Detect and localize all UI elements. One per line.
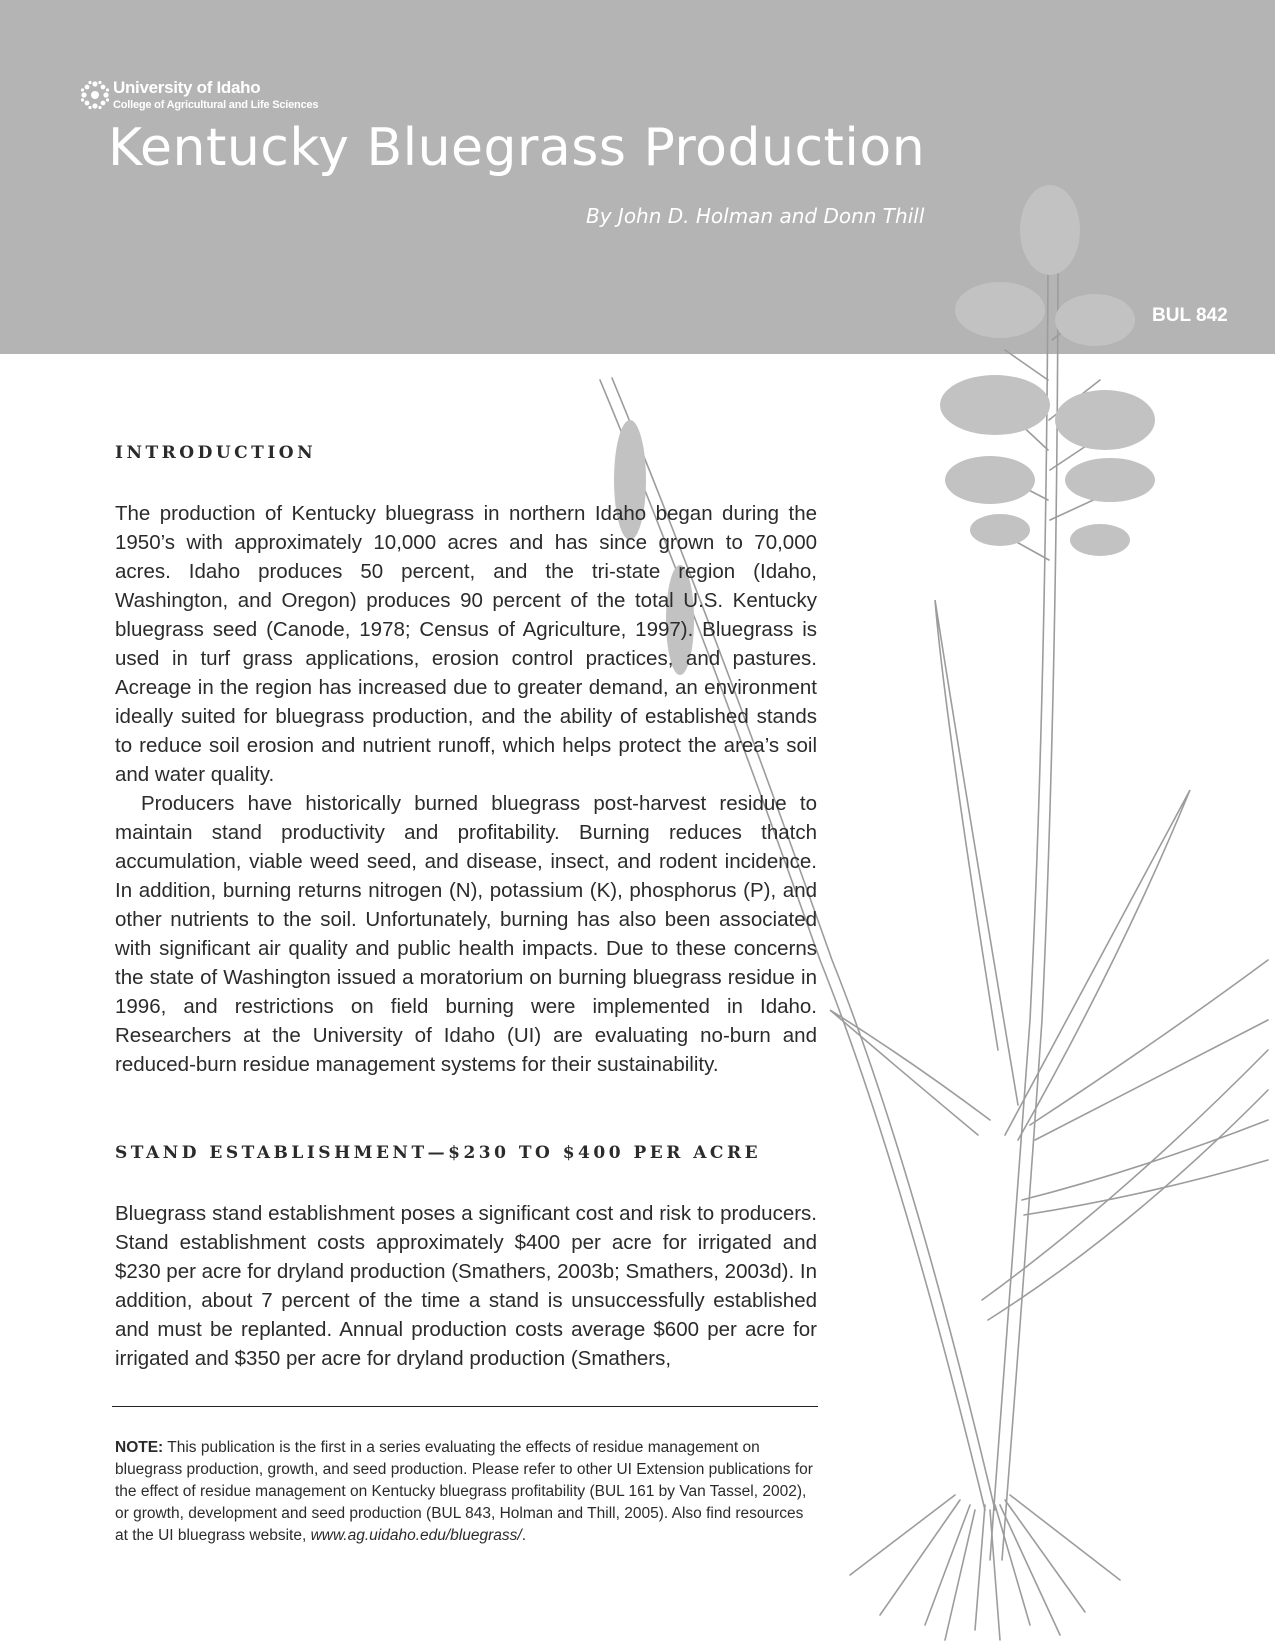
note-label: NOTE: — [115, 1439, 164, 1456]
logo-college-name: College of Agricultural and Life Sciences — [113, 99, 319, 111]
note-end: . — [521, 1527, 527, 1544]
author-byline: By John D. Holman and Donn Thill — [586, 204, 925, 228]
bluegrass-website-link[interactable]: www.ag.uidaho.edu/bluegrass/ — [310, 1527, 522, 1544]
body-paragraph: Bluegrass stand establishment poses a significant cost and risk to producers. Stand establishment costs approximately $400 per acre for irrigated and $230 per acre for dryland production (Smathers, 2003b; Smathers, 2003d). In addition, about 7 percent of the time a stand is unsuccessfully established and must be replanted. Annual production costs average $600 per acre for irrigated and $350 per acre for dryland production (Smathers, — [115, 1202, 817, 1370]
body-paragraph: Producers have historically burned bluegrass post-harvest residue to maintain stand productivity and profitability. Burning reduces thatch accumulation, viable weed seed, and disease, insect, and rodent incidence. In addition, burning returns nitrogen (N), potassium (K), phosphorus (P), and other nutrients to the soil. Unfortunately, burning has also been associated with significant air quality and public health impacts. Due to these concerns the state of Washington issued a moratorium on burning bluegrass residue in 1996, and restrictions on field burning were implemented in Idaho. Researchers at the University of Idaho (UI) are evaluating no-burn and reduced-burn residue management systems for their sustainability. — [115, 792, 817, 1076]
page-title: Kentucky Bluegrass Production — [108, 118, 926, 178]
body-paragraph: The production of Kentucky bluegrass in northern Idaho began during the 1950’s with approximately 10,000 acres and has since grown to 70,000 acres. Idaho produces 50 percent, and the tri-state region (Idaho, Washington, and Oregon) produces 90 percent of the total U.S. Kentucky bluegrass seed (Canode, 1978; Census of Agriculture, 1997). Bluegrass is used in turf grass applications, erosion control practices, and pastures. Acreage in the region has increased due to greater demand, an environment ideally suited for bluegrass production, and the ability of established stands to reduce soil erosion and nutrient runoff, which helps protect the area’s soil and water quality. — [115, 502, 817, 786]
section-heading: INTRODUCTION — [115, 443, 317, 463]
section-introduction — [115, 443, 817, 1079]
note-text: This publication is the first in a series evaluating the effects of residue management on bluegrass production, growth, and seed production. Please refer to other UI Extension publications for the effect of residue management on Kentucky bluegrass profitability (BUL 161 by Van Tassel, 2002), or growth, development and seed production (BUL 843, Holman and Thill, 2005). Also find resources at the UI bluegrass website, — [115, 1439, 813, 1544]
logo-university-name: University of Idaho — [113, 78, 261, 97]
publication-note — [115, 1437, 817, 1547]
section-stand-establishment — [115, 1143, 817, 1373]
bulletin-number: BUL 842 — [1152, 305, 1228, 326]
section-heading: STAND ESTABLISHMENT—$230 TO $400 PER ACRE — [115, 1143, 762, 1163]
footnote-divider — [112, 1406, 818, 1407]
